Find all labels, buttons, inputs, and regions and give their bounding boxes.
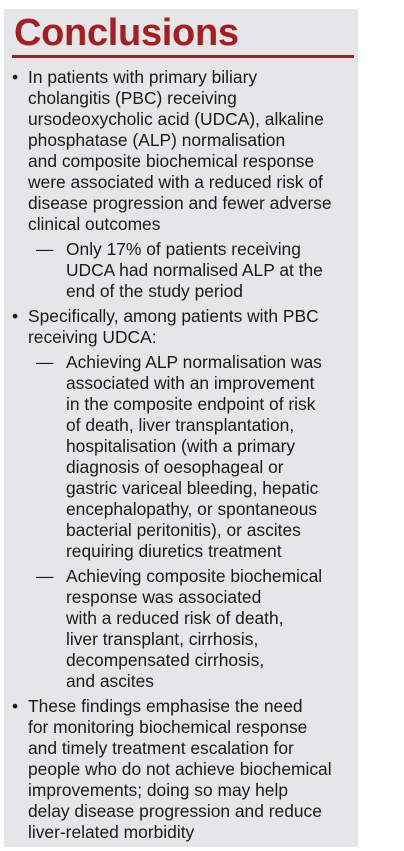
text-line: clinical outcomes: [28, 214, 161, 234]
text-line: encephalopathy, or spontaneous: [66, 499, 318, 519]
conclusions-content: [4, 67, 358, 847]
text-line: of death, liver transplantation,: [66, 415, 295, 435]
text-line: liver transplant, cirrhosis,: [66, 629, 259, 649]
text-line: Achieving ALP normalisation was: [66, 352, 322, 372]
sub-point-1-1: [32, 239, 358, 302]
bullet-marker: •: [12, 696, 19, 716]
conclusion-point-1: [4, 67, 358, 302]
title-underline-rule: [12, 55, 354, 58]
conclusions-list: [4, 67, 358, 843]
dash-marker: —: [36, 239, 54, 259]
text-line: Achieving composite biochemical: [66, 566, 323, 586]
text-line: In patients with primary biliary: [28, 67, 258, 87]
text-line: Specifically, among patients with PBC: [28, 306, 319, 326]
text-line: delay disease progression and reduce: [28, 801, 322, 821]
bullet-marker: •: [12, 67, 19, 87]
text-line: and ascites: [66, 671, 154, 691]
text-line: improvements; doing so may help: [28, 780, 289, 800]
text-line: associated with an improvement: [66, 373, 315, 393]
text-line: for monitoring biochemical response: [28, 717, 308, 737]
bullet-marker: •: [12, 306, 19, 326]
text-line: end of the study period: [66, 281, 243, 301]
text-line: receiving UDCA:: [28, 327, 157, 347]
sub-point-2-1: [32, 352, 358, 562]
conclusions-panel: [4, 9, 358, 847]
text-line: people who do not achieve biochemical: [28, 759, 332, 779]
text-line: with a reduced risk of death,: [66, 608, 284, 628]
text-line: cholangitis (PBC) receiving: [28, 88, 237, 108]
text-line: gastric variceal bleeding, hepatic: [66, 478, 319, 498]
text-line: were associated with a reduced risk of: [28, 172, 323, 192]
text-line: disease progression and fewer adverse: [28, 193, 332, 213]
text-line: liver-related morbidity: [28, 822, 195, 842]
panel-title: Conclusions: [14, 12, 239, 54]
dash-marker: —: [36, 352, 54, 372]
text-line: Only 17% of patients receiving: [66, 239, 301, 259]
text-line: and composite biochemical response: [28, 151, 315, 171]
text-line: response was associated: [66, 587, 262, 607]
dash-marker: —: [36, 566, 54, 586]
sub-point-2-2: [32, 566, 358, 692]
text-line: These findings emphasise the need: [28, 696, 303, 716]
text-line: ursodeoxycholic acid (UDCA), alkaline: [28, 109, 324, 129]
text-line: UDCA had normalised ALP at the: [66, 260, 323, 280]
sub-list: [28, 352, 358, 692]
conclusion-point-3: [4, 696, 358, 843]
conclusion-point-2: [4, 306, 358, 692]
text-line: and timely treatment escalation for: [28, 738, 294, 758]
text-line: diagnosis of oesophageal or: [66, 457, 284, 477]
text-line: hospitalisation (with a primary: [66, 436, 296, 456]
text-line: requiring diuretics treatment: [66, 541, 282, 561]
text-line: in the composite endpoint of risk: [66, 394, 316, 414]
sub-list: [28, 239, 358, 302]
text-line: phosphatase (ALP) normalisation: [28, 130, 286, 150]
text-line: bacterial peritonitis), or ascites: [66, 520, 301, 540]
text-line: decompensated cirrhosis,: [66, 650, 265, 670]
